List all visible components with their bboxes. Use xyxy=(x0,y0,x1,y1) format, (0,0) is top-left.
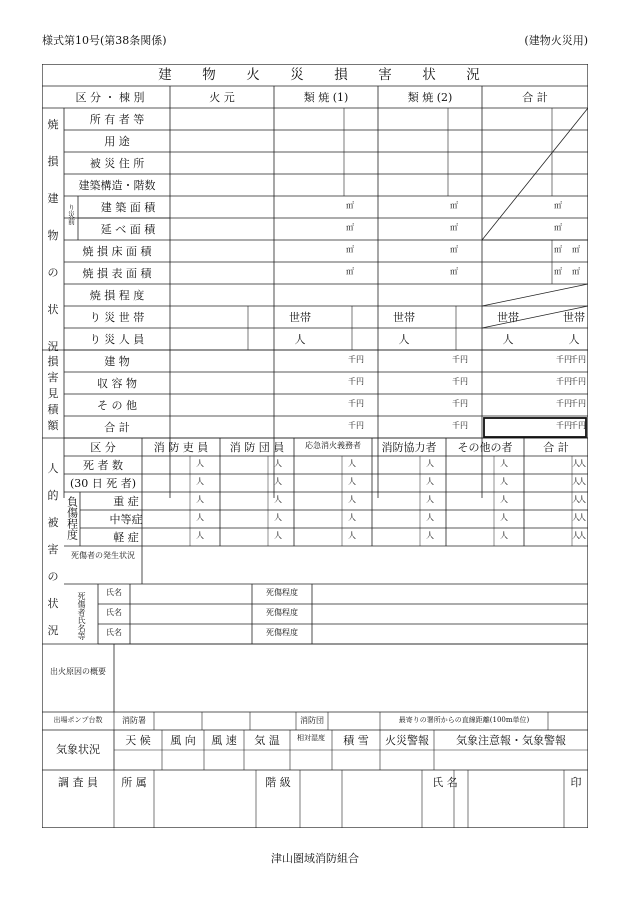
degree-label: 死傷程度 xyxy=(266,628,298,637)
currency-unit: 千円 xyxy=(556,377,572,386)
weather-item: 積 雪 xyxy=(343,734,369,747)
area-unit: ㎡ xyxy=(554,223,562,232)
casualty-row-label: 中等症 xyxy=(109,513,143,526)
dispatch-label: 出場ポンプ台数 xyxy=(53,716,103,724)
form-number: 様式第10号(第38条関係) xyxy=(42,34,167,47)
area-unit: ㎡ xyxy=(572,245,580,254)
currency-unit: 千円 xyxy=(348,421,364,430)
burned-row-label: 所 有 者 等 xyxy=(89,113,145,126)
cause-label: 出火原因の概要 xyxy=(50,667,106,676)
person-unit: 人 xyxy=(578,513,586,522)
currency-unit: 千円 xyxy=(348,355,364,364)
title-char: 物 xyxy=(202,67,216,83)
currency-unit: 千円 xyxy=(556,399,572,408)
damage-row-label: 合 計 xyxy=(104,421,130,434)
unit-label: 世帯 xyxy=(563,311,585,324)
distance-label: 最寄りの署所からの直線距離(100m単位) xyxy=(398,716,530,724)
burned-side-char: 焼 xyxy=(47,118,59,131)
burned-row-label: 用 途 xyxy=(104,135,130,148)
area-unit: ㎡ xyxy=(450,223,458,232)
currency-unit: 千円 xyxy=(556,421,572,430)
person-unit: 人 xyxy=(196,531,204,540)
burned-side-char: 物 xyxy=(47,229,59,242)
name-label: 氏名 xyxy=(106,608,122,617)
degree-label: 死傷程度 xyxy=(266,608,298,617)
person-unit: 人 xyxy=(426,459,434,468)
col-total: 合 計 xyxy=(522,91,548,104)
pre-disaster-label: り災前 xyxy=(67,204,76,225)
person-unit: 人 xyxy=(196,513,204,522)
casualty-col-header: 合 計 xyxy=(543,441,569,454)
currency-unit: 千円 xyxy=(570,399,586,408)
currency-unit: 千円 xyxy=(556,355,572,364)
burned-row-label: 建 築 面 積 xyxy=(100,201,156,214)
person-unit: 人 xyxy=(500,459,508,468)
person-unit: 人 xyxy=(426,531,434,540)
weather-item: 相対湿度 xyxy=(297,734,325,742)
area-unit: ㎡ xyxy=(346,223,354,232)
burned-side-char: 建 xyxy=(47,192,59,205)
burned-row-label: 建築構造・階数 xyxy=(78,179,156,192)
burned-side-char: 状 xyxy=(47,303,59,316)
casualty-side-char: 被 xyxy=(47,516,59,529)
area-unit: ㎡ xyxy=(450,267,458,276)
burned-side-char: の xyxy=(47,266,59,279)
casualty-col-header: 消 防 団 員 xyxy=(229,441,285,454)
currency-unit: 千円 xyxy=(570,355,586,364)
burned-row-label: り 災 世 帯 xyxy=(89,311,145,324)
burned-row-label: 被 災 住 所 xyxy=(89,157,145,170)
damage-report-form xyxy=(42,64,588,828)
damage-side-char: 見 xyxy=(47,387,59,400)
damage-side-char: 損 xyxy=(47,355,59,368)
weather-item: 気 温 xyxy=(254,734,280,747)
burned-row-label: 延 べ 面 積 xyxy=(100,223,156,236)
casualty-col-header: 区 分 xyxy=(90,441,116,454)
weather-item: 風 速 xyxy=(211,734,237,747)
affiliation-label: 所 属 xyxy=(121,776,147,789)
weather-item: 風 向 xyxy=(170,734,196,747)
person-unit: 人 xyxy=(572,495,580,504)
situation-label: 死傷者の発生状況 xyxy=(71,551,135,560)
damage-side-char: 害 xyxy=(47,371,59,384)
investigator-label: 調 査 員 xyxy=(58,776,98,789)
names-label: 死傷者氏名等 xyxy=(77,592,86,640)
name-label-investigator: 氏 名 xyxy=(432,776,458,789)
burned-side-char: 損 xyxy=(47,155,59,168)
title-char: 状 xyxy=(422,67,436,83)
casualty-col-header: 消 防 吏 員 xyxy=(153,441,209,454)
weather-item: 気象注意報・気象警報 xyxy=(456,734,566,747)
person-unit: 人 xyxy=(196,477,204,486)
burned-row-label: 焼 損 床 面 積 xyxy=(82,245,152,258)
currency-unit: 千円 xyxy=(348,399,364,408)
fire-corps-label: 消防団 xyxy=(300,716,324,725)
person-unit: 人 xyxy=(274,495,282,504)
unit-label: 世帯 xyxy=(393,311,415,324)
person-unit: 人 xyxy=(196,459,204,468)
person-unit: 人 xyxy=(348,477,356,486)
currency-unit: 千円 xyxy=(452,399,468,408)
person-unit: 人 xyxy=(196,495,204,504)
col-spread1: 類 焼 (1) xyxy=(303,91,349,104)
casualty-side-char: 的 xyxy=(47,489,59,502)
burned-side-char: 況 xyxy=(47,340,59,353)
rank-label: 階 級 xyxy=(265,776,291,789)
currency-unit: 千円 xyxy=(452,377,468,386)
area-unit: ㎡ xyxy=(572,267,580,276)
currency-unit: 千円 xyxy=(570,377,586,386)
damage-row-label: 収 容 物 xyxy=(97,377,137,390)
casualty-row-label: 軽 症 xyxy=(113,531,139,544)
casualty-side-char: の xyxy=(47,570,59,583)
person-unit: 人 xyxy=(274,459,282,468)
fire-station-label: 消防署 xyxy=(122,716,146,725)
person-unit: 人 xyxy=(572,477,580,486)
person-unit: 人 xyxy=(274,513,282,522)
person-unit: 人 xyxy=(348,459,356,468)
title-char: 況 xyxy=(466,67,480,83)
col-origin: 火 元 xyxy=(209,91,235,104)
title-char: 火 xyxy=(246,67,260,83)
area-unit: ㎡ xyxy=(346,201,354,210)
unit-label: 人 xyxy=(568,333,580,346)
person-unit: 人 xyxy=(426,477,434,486)
casualty-side-char: 害 xyxy=(47,543,59,556)
organization-name: 津山圏域消防組合 xyxy=(271,852,359,865)
area-unit: ㎡ xyxy=(554,267,562,276)
unit-label: 世帯 xyxy=(497,311,519,324)
person-unit: 人 xyxy=(572,531,580,540)
person-unit: 人 xyxy=(578,531,586,540)
unit-label: 人 xyxy=(502,333,514,346)
person-unit: 人 xyxy=(500,495,508,504)
title-char: 損 xyxy=(334,67,348,83)
area-unit: ㎡ xyxy=(346,267,354,276)
currency-unit: 千円 xyxy=(570,421,586,430)
person-unit: 人 xyxy=(578,495,586,504)
casualty-row-label: 死 者 数 xyxy=(83,459,123,472)
person-unit: 人 xyxy=(426,513,434,522)
title-char: 建 xyxy=(158,67,172,83)
casualty-col-header: 応急消火義務者 xyxy=(305,441,361,450)
person-unit: 人 xyxy=(426,495,434,504)
burned-row-label: り 災 人 員 xyxy=(89,333,145,346)
area-unit: ㎡ xyxy=(554,201,562,210)
name-label: 氏名 xyxy=(106,588,122,597)
person-unit: 人 xyxy=(274,477,282,486)
area-unit: ㎡ xyxy=(554,245,562,254)
person-unit: 人 xyxy=(348,513,356,522)
casualty-side-char: 況 xyxy=(47,624,59,637)
damage-row-label: 建 物 xyxy=(104,355,130,368)
area-unit: ㎡ xyxy=(450,245,458,254)
col-spread2: 類 焼 (2) xyxy=(407,91,453,104)
damage-side-char: 額 xyxy=(47,419,59,432)
weather-label: 気象状況 xyxy=(56,743,100,756)
burned-row-label: 焼 損 表 面 積 xyxy=(82,267,152,280)
unit-label: 世帯 xyxy=(289,311,311,324)
title-char: 害 xyxy=(378,67,392,83)
casualty-row-label: (30 日 死 者) xyxy=(69,477,137,490)
form-type: (建物火災用) xyxy=(524,34,588,47)
degree-label: 死傷程度 xyxy=(266,588,298,597)
damage-side-char: 積 xyxy=(47,403,59,416)
area-unit: ㎡ xyxy=(450,201,458,210)
unit-label: 人 xyxy=(398,333,410,346)
casualty-row-label: 重 症 xyxy=(113,495,139,508)
currency-unit: 千円 xyxy=(452,355,468,364)
person-unit: 人 xyxy=(500,531,508,540)
injury-degree-label: 負傷程度 xyxy=(65,496,79,540)
person-unit: 人 xyxy=(500,513,508,522)
title-char: 災 xyxy=(290,67,304,83)
casualty-side-char: 状 xyxy=(47,597,59,610)
weather-item: 火災警報 xyxy=(385,734,429,747)
person-unit: 人 xyxy=(274,531,282,540)
grid-line-37 xyxy=(482,284,588,306)
person-unit: 人 xyxy=(348,531,356,540)
name-label: 氏名 xyxy=(106,628,122,637)
casualty-col-header: 消防協力者 xyxy=(381,441,437,454)
person-unit: 人 xyxy=(572,513,580,522)
col-section: 区 分 ・ 棟 別 xyxy=(75,91,145,104)
currency-unit: 千円 xyxy=(348,377,364,386)
currency-unit: 千円 xyxy=(452,421,468,430)
person-unit: 人 xyxy=(348,495,356,504)
damage-row-label: そ の 他 xyxy=(97,399,137,412)
burned-row-label: 焼 損 程 度 xyxy=(89,289,145,302)
person-unit: 人 xyxy=(578,477,586,486)
casualty-col-header: その他の者 xyxy=(457,441,513,454)
seal-label: 印 xyxy=(570,776,582,789)
unit-label: 人 xyxy=(294,333,306,346)
area-unit: ㎡ xyxy=(346,245,354,254)
casualty-side-char: 人 xyxy=(47,462,59,475)
person-unit: 人 xyxy=(500,477,508,486)
person-unit: 人 xyxy=(578,459,586,468)
weather-item: 天 候 xyxy=(125,734,151,747)
person-unit: 人 xyxy=(572,459,580,468)
